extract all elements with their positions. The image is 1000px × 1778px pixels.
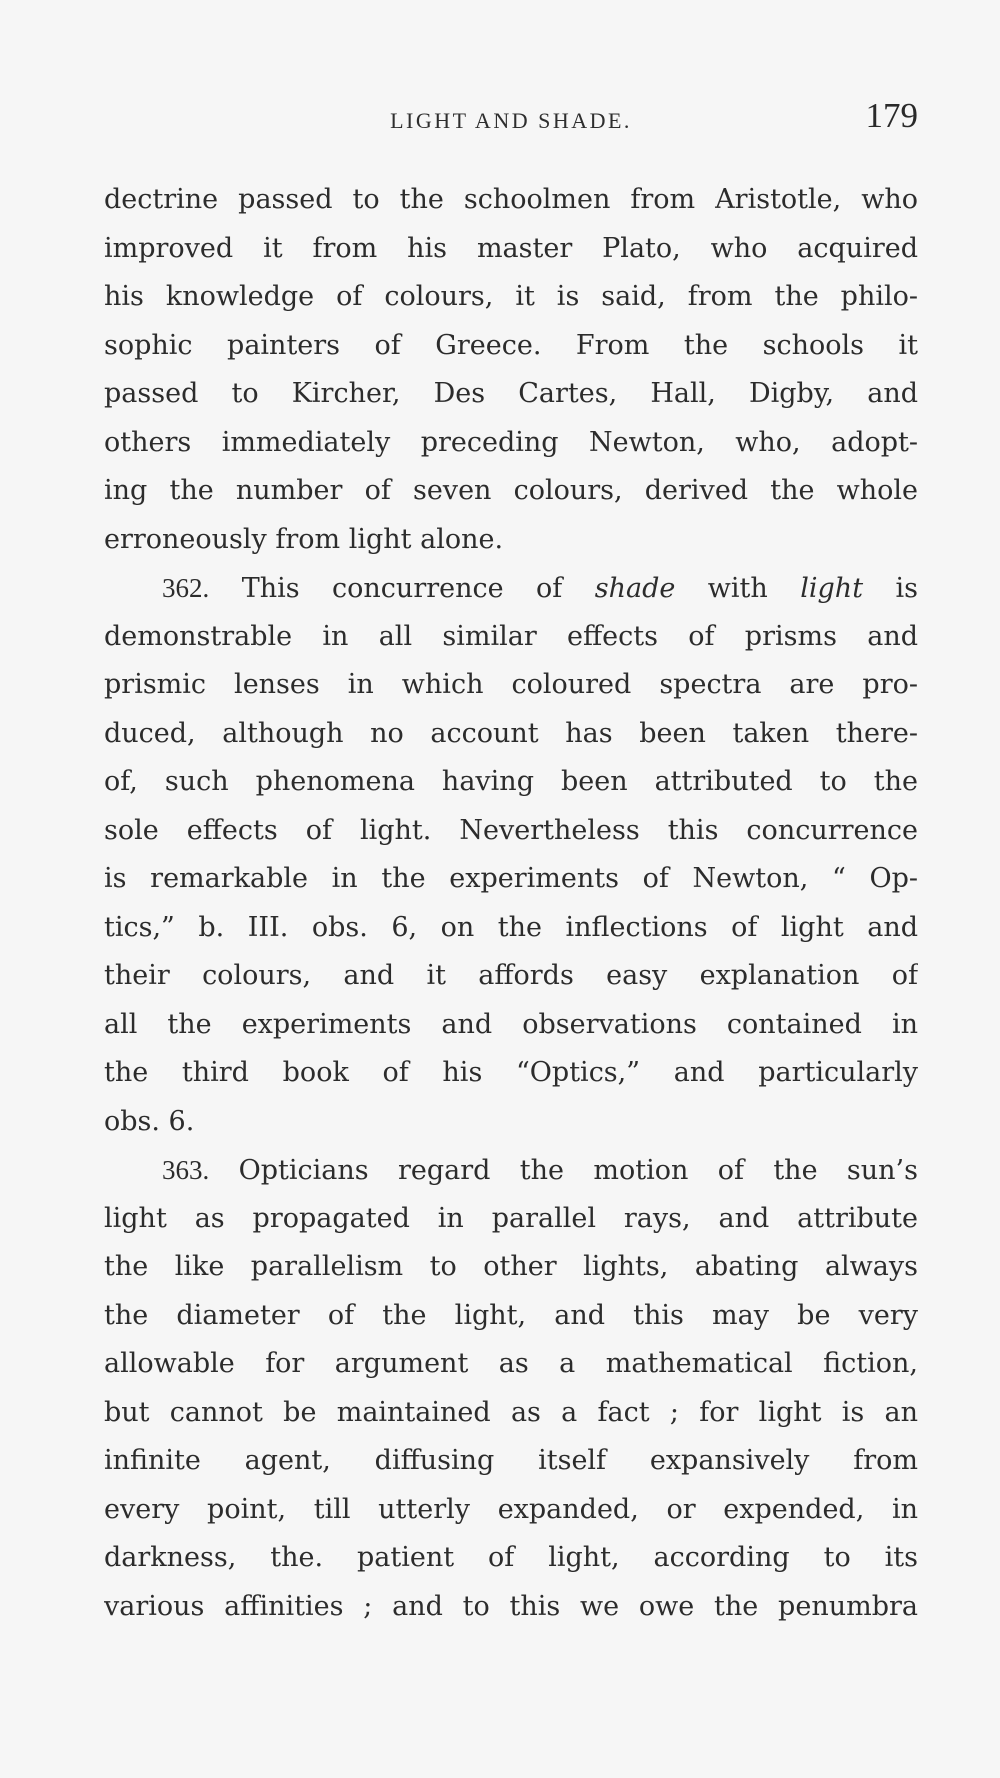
line-text: ing the number of seven colours, derived the whole	[104, 475, 918, 506]
line-text: infinite agent, diffusing itself expansively from	[104, 1445, 918, 1476]
line-text: his knowledge of colours, it is said, from the philo-	[104, 281, 918, 312]
text-line	[104, 904, 918, 953]
line-text: the like parallelism to other lights, abating always	[104, 1251, 918, 1282]
emphasis-text: light	[800, 573, 864, 604]
text-line	[104, 225, 918, 274]
text-line	[104, 516, 918, 565]
text-line	[104, 952, 918, 1001]
text-line	[104, 419, 918, 468]
text-line	[104, 1486, 918, 1535]
line-text: others immediately preceding Newton, who, adopt-	[104, 426, 918, 458]
text-line	[104, 1583, 918, 1632]
text-line	[104, 661, 918, 710]
text-line	[104, 1049, 918, 1098]
line-text: tics,” b. III. obs. 6, on the inflections of light and	[104, 911, 918, 943]
line-text: sole effects of light. Nevertheless this concurrence	[104, 814, 918, 846]
line-text: but cannot be maintained as a fact ; for light is an	[104, 1396, 918, 1428]
text-line	[104, 1340, 918, 1389]
text-line	[104, 1243, 918, 1292]
text-line	[104, 710, 918, 759]
paragraph-number: 363.	[162, 1155, 210, 1185]
text-line	[104, 322, 918, 371]
running-title: LIGHT AND SHADE.	[390, 108, 632, 133]
text-line	[104, 855, 918, 904]
line-text: darkness, the. patient of light, according to its	[104, 1542, 918, 1573]
text-line	[104, 564, 918, 613]
line-text: passed to Kircher, Des Cartes, Hall, Digby, and	[104, 378, 918, 409]
line-text: allowable for argument as a mathematical fiction,	[104, 1348, 918, 1379]
line-text: Opticians regard the motion of the sun’s	[209, 1155, 918, 1186]
page-number: 179	[865, 96, 918, 135]
line-text: is	[863, 573, 918, 604]
line-text: This concurrence of	[209, 573, 595, 604]
line-text: of, such phenomena having been attributed to the	[104, 766, 918, 797]
line-text: the diameter of the light, and this may be very	[104, 1299, 918, 1331]
line-text: demonstrable in all similar effects of prisms and	[104, 620, 918, 652]
line-text: all the experiments and observations contained in	[104, 1008, 918, 1040]
body-text	[104, 176, 918, 1631]
text-line	[104, 1001, 918, 1050]
line-text: light as propagated in parallel rays, and attribute	[104, 1202, 918, 1234]
text-line	[104, 613, 918, 662]
line-text: erroneously from light alone.	[104, 523, 504, 555]
line-text: the third book of his “Optics,” and particularly	[104, 1057, 918, 1088]
line-text: every point, till utterly expanded, or expended, in	[104, 1493, 918, 1525]
text-line	[104, 370, 918, 419]
line-text: is remarkable in the experiments of Newton, “ Op-	[104, 863, 918, 894]
text-line	[104, 176, 918, 225]
text-line	[104, 273, 918, 322]
emphasis-text: shade	[594, 573, 676, 604]
paragraph-number: 362.	[162, 573, 210, 603]
line-text: duced, although no account has been taken there-	[104, 717, 918, 749]
text-line	[104, 1534, 918, 1583]
line-text: various affinities ; and to this we owe the penumbra	[104, 1590, 918, 1622]
line-text: with	[675, 573, 801, 604]
text-line	[104, 807, 918, 856]
text-line	[104, 1437, 918, 1486]
line-text: improved it from his master Plato, who acquired	[104, 232, 918, 264]
line-text: obs. 6.	[104, 1105, 195, 1137]
line-text: dectrine passed to the schoolmen from Aristotle, who	[104, 184, 918, 215]
text-line	[104, 1389, 918, 1438]
line-text: prismic lenses in which coloured spectra are pro-	[104, 669, 918, 700]
text-line	[104, 1098, 918, 1147]
text-line	[104, 1146, 918, 1195]
text-line	[104, 467, 918, 516]
text-line	[104, 758, 918, 807]
line-text: sophic painters of Greece. From the schools it	[104, 329, 918, 361]
running-head	[104, 96, 918, 144]
text-line	[104, 1195, 918, 1244]
text-line	[104, 1292, 918, 1341]
line-text: their colours, and it affords easy explanation of	[104, 960, 918, 991]
